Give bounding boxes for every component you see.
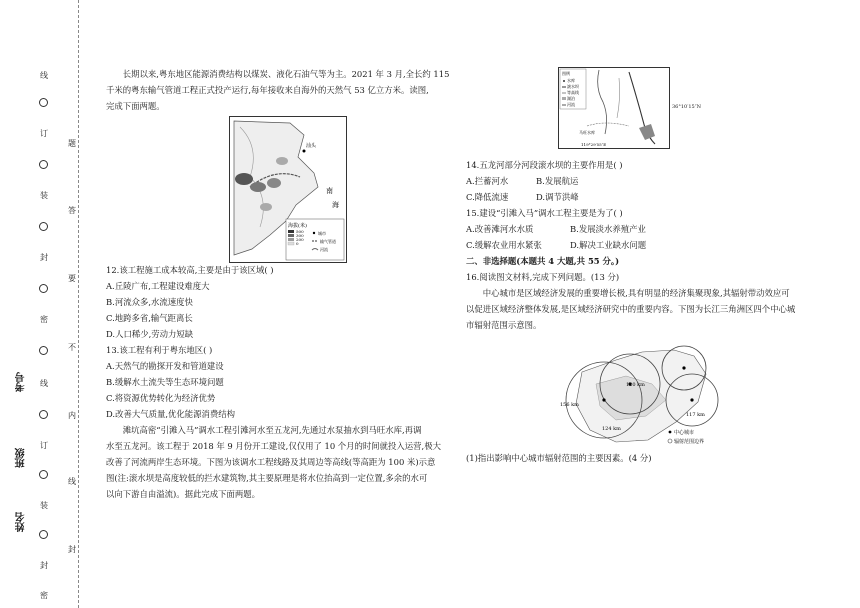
legend-item: 水库 bbox=[567, 78, 575, 83]
q16-stem: 16.阅读图文材料,完成下列问题。(13 分) bbox=[466, 272, 620, 282]
margin-circle bbox=[39, 530, 48, 539]
margin-label: 答 bbox=[68, 206, 76, 215]
exam-number-label: 考号 bbox=[16, 372, 27, 392]
margin-circle bbox=[39, 346, 48, 355]
coord-lon: 119°29′55″E bbox=[581, 142, 607, 147]
legend-item: 辐射范围边界 bbox=[674, 439, 705, 445]
q12-stem: 12.该工程施工成本较高,主要是由于该区域( ) bbox=[106, 265, 274, 275]
q16-sub1: (1)指出影响中心城市辐射范围的主要因素。(4 分) bbox=[466, 453, 652, 463]
radiation-map bbox=[556, 344, 720, 448]
legend-title: 海拔(米) bbox=[288, 223, 307, 229]
margin-circle bbox=[39, 222, 48, 231]
q15-stem: 15.建设“引滩入马”调水工程主要是为了( ) bbox=[466, 208, 623, 218]
q13-option: A.天然气的勘探开发和管道建设 bbox=[106, 361, 224, 371]
q16-sub bbox=[466, 450, 826, 466]
city-label: 汕头 bbox=[306, 143, 317, 149]
passage-line: 滩坑高密“引滩入马”调水工程引滩河水至五龙河,先通过水泵抽水到马旺水库,再调 bbox=[122, 425, 422, 435]
distance-label: 120 km bbox=[626, 382, 645, 388]
margin-label: 线 bbox=[40, 379, 48, 388]
q14-stem: 14.五龙河部分河段滚水坝的主要作用是( ) bbox=[466, 160, 623, 170]
q13-stem: 13.该工程有利于粤东地区( ) bbox=[106, 345, 213, 355]
legend-item: 中心城市 bbox=[674, 430, 695, 436]
q14-options-row bbox=[466, 173, 826, 189]
margin-label: 装 bbox=[40, 191, 48, 200]
passage-line: 改善了河流两岸生态环境。下图为该调水工程线路及其周边等高线(等高距为 100 米)示意 bbox=[106, 457, 436, 467]
radiation-map-graphic bbox=[556, 344, 720, 448]
margin-label: 不 bbox=[68, 343, 76, 352]
q15-options-row bbox=[466, 221, 826, 237]
legend-level: 0 bbox=[296, 241, 299, 246]
q15-option: B.发展淡水养殖产业 bbox=[570, 224, 646, 234]
reservoir-label: 马旺水库 bbox=[579, 130, 595, 135]
q15-option: A.改善滩河水水质 bbox=[466, 224, 534, 234]
margin-label: 封 bbox=[40, 253, 48, 262]
pipeline-map bbox=[229, 116, 347, 263]
q13-option: D.改善大气质量,优化能源消费结构 bbox=[106, 409, 235, 419]
section-heading: 二、非选择题(本题共 4 大题,共 55 分。) bbox=[466, 256, 620, 266]
left-questions bbox=[106, 262, 456, 502]
margin-label: 密 bbox=[40, 591, 48, 600]
right-questions bbox=[466, 157, 826, 333]
distance-label: 117 km bbox=[686, 412, 705, 418]
margin-label: 封 bbox=[68, 545, 76, 554]
diversion-map-graphic bbox=[559, 68, 669, 148]
q16-line: 以促进区域经济整体发展,是区域经济研究中的重要内容。下图为长江三角洲区四个中心城 bbox=[466, 304, 796, 314]
q12-option: A.丘陵广布,工程建设难度大 bbox=[106, 281, 210, 291]
binding-margin bbox=[0, 0, 86, 608]
intro-line: 千米的粤东输气管道工程正式投产运行,每年接收来自海外的天然气 53 亿立方米。读图, bbox=[106, 85, 429, 95]
margin-circle bbox=[39, 160, 48, 169]
sea-label-2: 海 bbox=[332, 201, 339, 209]
legend-item: 城市 bbox=[318, 231, 326, 236]
q13-option: C.将资源优势转化为经济优势 bbox=[106, 393, 216, 403]
sea-label: 南 bbox=[326, 187, 333, 195]
margin-label: 线 bbox=[68, 477, 76, 486]
left-column bbox=[106, 66, 456, 114]
passage-line: 以向下游自由溢流)。据此完成下面两题。 bbox=[106, 489, 261, 499]
margin-label: 题 bbox=[68, 139, 76, 148]
q15-option: D.解决工业缺水问题 bbox=[570, 240, 647, 250]
legend-item: 河流 bbox=[320, 247, 328, 252]
legend-level: 500 bbox=[296, 229, 304, 234]
class-label: 班级 bbox=[16, 448, 27, 468]
q14-option: C.降低流速 bbox=[466, 192, 509, 202]
q14-options-row bbox=[466, 189, 826, 205]
margin-circle bbox=[39, 284, 48, 293]
margin-label: 订 bbox=[40, 129, 48, 138]
intro-line: 长期以来,粤东地区能源消费结构以煤炭、液化石油气等为主。2021 年 3 月,全长约 115 bbox=[122, 69, 450, 79]
distance-label: 124 km bbox=[602, 426, 621, 432]
legend-item: 等高线 bbox=[567, 90, 579, 95]
legend-level: 300 bbox=[296, 233, 304, 238]
margin-circle bbox=[39, 98, 48, 107]
legend-level: 200 bbox=[296, 237, 304, 242]
q12-option: B.河流众多,水流速度快 bbox=[106, 297, 193, 307]
q16-line: 中心城市是区域经济发展的重要增长极,具有明显的经济集聚现象,其辐射带动效应可 bbox=[482, 288, 790, 298]
passage-line: 图(注:滚水坝是高度较低的拦水建筑物,其主要原理是将水位抬高到一定位置,多余的水可 bbox=[106, 473, 428, 483]
q12-option: C.地跨多省,输气距离长 bbox=[106, 313, 193, 323]
q16-line: 市辐射范围示意图。 bbox=[466, 320, 542, 330]
legend-item: 湖泊 bbox=[567, 96, 575, 101]
pipeline-map-graphic bbox=[230, 117, 346, 262]
q14-option: B.发展航运 bbox=[536, 176, 579, 186]
legend-item: 滚水坝 bbox=[567, 84, 579, 89]
margin-circle bbox=[39, 470, 48, 479]
q14-option: A.拦蓄河水 bbox=[466, 176, 509, 186]
margin-label: 内 bbox=[68, 411, 76, 420]
margin-circle bbox=[39, 410, 48, 419]
intro-line: 完成下面两题。 bbox=[106, 101, 165, 111]
q12-option: D.人口稀少,劳动力短缺 bbox=[106, 329, 194, 339]
margin-label: 要 bbox=[68, 274, 76, 283]
legend-item: 输气管道 bbox=[320, 239, 336, 244]
distance-label: 156 km bbox=[560, 402, 579, 408]
margin-label: 装 bbox=[40, 501, 48, 510]
passage-line: 水至五龙河。该工程于 2018 年 9 月份开工建设,仅仅用了 10 个月的时间就投入运营,极大 bbox=[106, 441, 441, 451]
margin-label: 封 bbox=[40, 561, 48, 570]
diversion-map bbox=[558, 67, 670, 149]
q15-option: C.缓解农业用水紧张 bbox=[466, 240, 542, 250]
coord-lat: 36°10′15″N bbox=[672, 104, 701, 110]
q14-option: D.调节洪峰 bbox=[536, 192, 579, 202]
margin-label: 订 bbox=[40, 441, 48, 450]
q15-options-row bbox=[466, 237, 826, 253]
margin-label: 线 bbox=[40, 71, 48, 80]
name-label: 姓名 bbox=[16, 512, 27, 532]
legend-item: 河流 bbox=[567, 102, 575, 107]
margin-label: 密 bbox=[40, 315, 48, 324]
q13-option: B.缓解水土流失等生态环境问题 bbox=[106, 377, 224, 387]
binding-line bbox=[78, 0, 79, 608]
legend-head: 图例 bbox=[562, 71, 570, 76]
